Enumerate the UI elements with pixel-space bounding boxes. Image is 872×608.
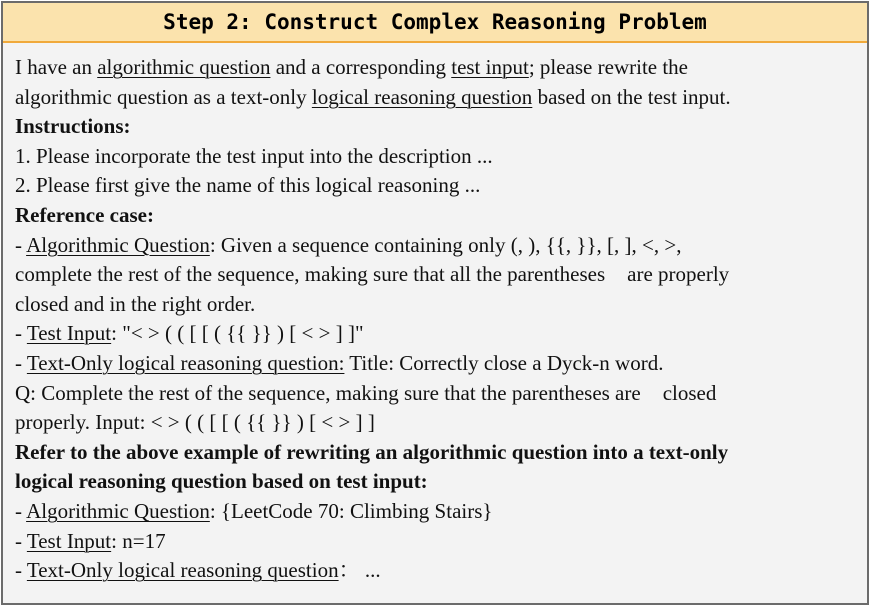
reference-aq-line-2 bbox=[15, 260, 865, 290]
text: ; please rewrite the bbox=[528, 55, 688, 79]
refer-aq bbox=[15, 497, 865, 527]
refer-test-input bbox=[15, 527, 865, 557]
underlined-term: Test Input bbox=[26, 321, 112, 346]
underlined-term: Test Input bbox=[26, 528, 112, 553]
bullet: - bbox=[15, 528, 27, 553]
underlined-term: Text-Only logical reasoning question: bbox=[26, 350, 345, 375]
text: : n=17 bbox=[111, 528, 166, 553]
underlined-term: Algorithmic Question bbox=[26, 232, 210, 257]
text: based on the test input. bbox=[532, 84, 731, 109]
reference-text-question bbox=[15, 349, 865, 379]
text: ： ... bbox=[338, 558, 381, 583]
underlined-term: Algorithmic Question bbox=[26, 498, 210, 523]
card-header bbox=[3, 3, 867, 43]
text: Q: Complete the rest of the sequence, making sure that the parentheses are bbox=[15, 380, 641, 405]
reference-q-line-1 bbox=[15, 379, 865, 409]
bullet: - bbox=[15, 558, 27, 583]
instruction-item-2: 2. Please first give the name of this logical reasoning ... bbox=[15, 173, 481, 198]
refer-line-2: logical reasoning question based on test input: bbox=[15, 469, 428, 494]
text: complete the rest of the sequence, making sure that all the parentheses bbox=[15, 262, 606, 287]
reference-test-input bbox=[15, 319, 865, 349]
text: algorithmic question as a text-only bbox=[15, 84, 312, 109]
bullet: - bbox=[15, 498, 27, 523]
reference-heading: Reference case: bbox=[15, 202, 154, 227]
refer-text-question bbox=[15, 556, 865, 586]
prompt-card bbox=[1, 1, 869, 605]
underlined-term: algorithmic question bbox=[97, 55, 271, 79]
underlined-term: logical reasoning question bbox=[311, 84, 533, 109]
underlined-term: test input bbox=[451, 55, 529, 79]
reference-aq-line-1 bbox=[15, 231, 865, 261]
text: I have an bbox=[15, 55, 98, 79]
text: are properly bbox=[627, 262, 730, 287]
refer-line-1: Refer to the above example of rewriting an algorithmic question into a text-only bbox=[15, 439, 729, 464]
text: and a corresponding bbox=[270, 55, 452, 79]
card-body bbox=[15, 53, 865, 586]
reference-q-line-2: properly. Input: < > ( ( [ [ ( {{ }} ) [ < > ] ] bbox=[15, 410, 375, 435]
text: : Given a sequence containing only (, ), {{, }}, [, ], <, >, bbox=[209, 232, 682, 257]
underlined-term: Text-Only logical reasoning question bbox=[26, 558, 339, 583]
text: closed bbox=[662, 380, 717, 405]
intro-line-1 bbox=[15, 53, 865, 83]
bullet: - bbox=[15, 232, 27, 257]
instruction-item-1: 1. Please incorporate the test input into the description ... bbox=[15, 143, 493, 168]
bullet: - bbox=[15, 321, 27, 346]
text: : "< > ( ( [ [ ( {{ }} ) [ < > ] ]" bbox=[111, 321, 364, 346]
intro-line-2 bbox=[15, 83, 865, 113]
text: Title: Correctly close a Dyck-n word. bbox=[344, 350, 664, 375]
reference-aq-line-3: closed and in the right order. bbox=[15, 291, 256, 316]
card-title: Step 2: Construct Complex Reasoning Problem bbox=[163, 10, 707, 34]
instructions-heading: Instructions: bbox=[15, 114, 131, 139]
text: : {LeetCode 70: Climbing Stairs} bbox=[209, 498, 493, 523]
bullet: - bbox=[15, 350, 27, 375]
